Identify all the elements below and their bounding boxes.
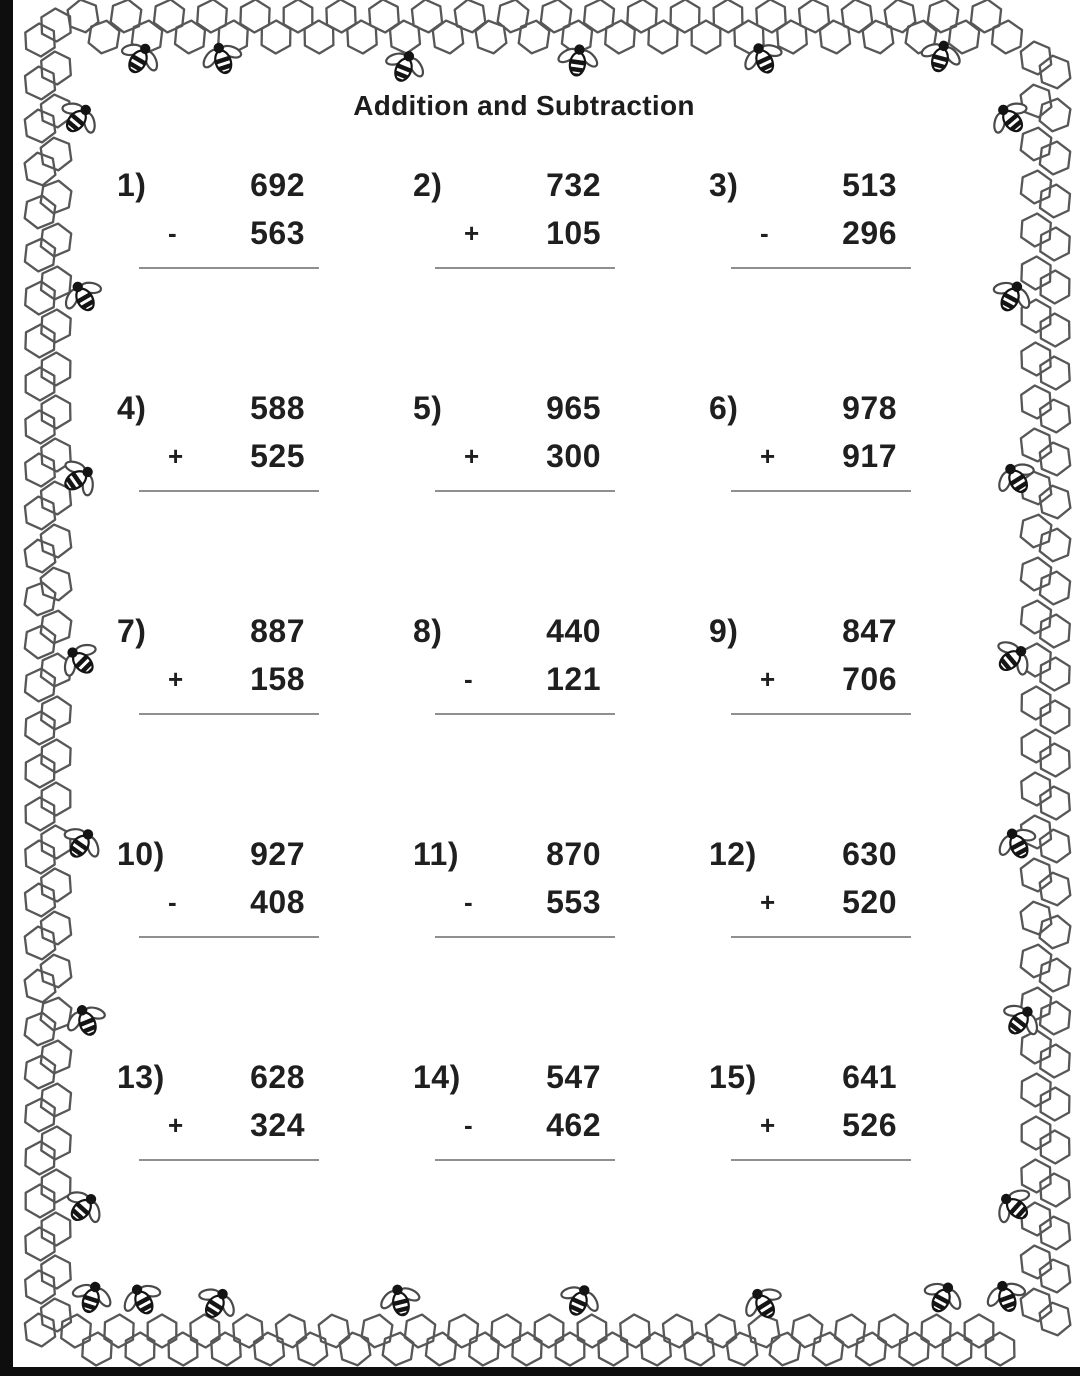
answer-line xyxy=(435,490,615,492)
bee-icon xyxy=(988,1179,1042,1234)
bottom-operand: 525 xyxy=(250,437,305,474)
top-operand-row xyxy=(117,1053,305,1101)
top-operand: 513 xyxy=(842,166,897,203)
top-operand: 630 xyxy=(842,835,897,872)
bee-icon xyxy=(56,1181,111,1235)
problem-14 xyxy=(413,1053,601,1161)
bottom-operand: 300 xyxy=(546,437,601,474)
problem-number: 5) xyxy=(413,389,443,426)
bottom-operand: 408 xyxy=(250,883,305,920)
bottom-operand: 296 xyxy=(842,214,897,251)
problem-number: 3) xyxy=(709,166,739,203)
bottom-operand-row xyxy=(117,1101,305,1149)
bee-icon xyxy=(985,631,1039,686)
bee-icon xyxy=(736,1278,791,1329)
bottom-operand-row xyxy=(413,432,601,480)
bee-icon xyxy=(53,633,108,688)
bottom-operand-row xyxy=(413,1101,601,1149)
top-operand-row xyxy=(709,384,897,432)
bottom-operand: 324 xyxy=(250,1106,305,1143)
top-operand: 887 xyxy=(250,612,305,649)
bee-icon xyxy=(915,1273,969,1323)
top-operand: 927 xyxy=(250,835,305,872)
bottom-operand-row xyxy=(709,209,897,257)
bottom-operand-row xyxy=(117,878,305,926)
top-operand-row xyxy=(413,161,601,209)
operator: - xyxy=(168,217,177,248)
answer-line xyxy=(731,1159,911,1161)
answer-line xyxy=(139,713,319,715)
bottom-operand: 917 xyxy=(842,437,897,474)
top-operand: 641 xyxy=(842,1058,897,1095)
problem-12 xyxy=(709,830,897,938)
problem-5 xyxy=(413,384,601,492)
bottom-operand-row xyxy=(117,432,305,480)
bee-icon xyxy=(112,33,167,84)
bottom-operand: 526 xyxy=(842,1106,897,1143)
operator: - xyxy=(464,663,473,694)
answer-line xyxy=(435,267,615,269)
top-operand: 978 xyxy=(842,389,897,426)
bottom-operand-row xyxy=(413,655,601,703)
operator: + xyxy=(168,440,184,471)
operator: - xyxy=(464,1109,473,1140)
problem-7 xyxy=(117,607,305,715)
problem-3 xyxy=(709,161,897,269)
top-operand-row xyxy=(709,1053,897,1101)
answer-line xyxy=(139,490,319,492)
problem-number: 15) xyxy=(709,1058,757,1095)
top-operand: 440 xyxy=(546,612,601,649)
answer-line xyxy=(435,936,615,938)
problem-9 xyxy=(709,607,897,715)
bee-icon xyxy=(378,43,431,90)
problem-number: 10) xyxy=(117,835,165,872)
answer-line xyxy=(731,713,911,715)
top-operand-row xyxy=(413,607,601,655)
operator: - xyxy=(168,886,177,917)
problem-number: 1) xyxy=(117,166,147,203)
operator: + xyxy=(168,663,184,694)
problem-number: 12) xyxy=(709,835,757,872)
top-operand: 692 xyxy=(250,166,305,203)
bottom-operand-row xyxy=(413,209,601,257)
operator: + xyxy=(760,886,776,917)
problem-4 xyxy=(117,384,305,492)
bottom-operand: 121 xyxy=(546,660,601,697)
left-edge-bar xyxy=(0,0,13,1376)
problem-15 xyxy=(709,1053,897,1161)
problems-grid xyxy=(117,161,898,1161)
bottom-operand: 105 xyxy=(546,214,601,251)
bottom-operand: 553 xyxy=(546,883,601,920)
problem-number: 7) xyxy=(117,612,147,649)
problem-10 xyxy=(117,830,305,938)
bottom-operand: 563 xyxy=(250,214,305,251)
bottom-operand: 462 xyxy=(546,1106,601,1143)
bee-icon xyxy=(915,35,966,78)
answer-line xyxy=(731,936,911,938)
problem-13 xyxy=(117,1053,305,1161)
top-operand-row xyxy=(709,161,897,209)
bee-icon xyxy=(984,272,1038,322)
top-operand: 965 xyxy=(546,389,601,426)
operator: - xyxy=(464,886,473,917)
top-operand: 732 xyxy=(546,166,601,203)
bottom-operand: 706 xyxy=(842,660,897,697)
bee-icon xyxy=(54,818,109,870)
bottom-edge-bar xyxy=(0,1367,1080,1376)
problem-2 xyxy=(413,161,601,269)
answer-line xyxy=(139,1159,319,1161)
operator: - xyxy=(760,217,769,248)
problem-number: 4) xyxy=(117,389,147,426)
bottom-operand-row xyxy=(117,655,305,703)
operator: + xyxy=(760,663,776,694)
top-operand-row xyxy=(117,384,305,432)
bottom-operand: 158 xyxy=(250,660,305,697)
bottom-operand-row xyxy=(117,209,305,257)
top-operand-row xyxy=(117,161,305,209)
problem-number: 13) xyxy=(117,1058,165,1095)
answer-line xyxy=(435,1159,615,1161)
top-operand-row xyxy=(709,607,897,655)
top-operand: 547 xyxy=(546,1058,601,1095)
bottom-operand-row xyxy=(709,655,897,703)
top-operand-row xyxy=(117,607,305,655)
top-operand-row xyxy=(413,1053,601,1101)
problem-number: 2) xyxy=(413,166,443,203)
bottom-operand-row xyxy=(413,878,601,926)
bottom-operand-row xyxy=(709,432,897,480)
bee-icon xyxy=(52,451,104,506)
top-operand-row xyxy=(413,830,601,878)
problem-6 xyxy=(709,384,897,492)
bottom-operand: 520 xyxy=(842,883,897,920)
problem-number: 8) xyxy=(413,612,443,649)
top-operand: 847 xyxy=(842,612,897,649)
problem-number: 6) xyxy=(709,389,739,426)
bottom-operand-row xyxy=(709,1101,897,1149)
bee-icon xyxy=(554,41,602,80)
top-operand-row xyxy=(709,830,897,878)
answer-line xyxy=(731,267,911,269)
operator: + xyxy=(760,1109,776,1140)
problem-11 xyxy=(413,830,601,938)
operator: + xyxy=(168,1109,184,1140)
operator: + xyxy=(464,440,480,471)
top-operand: 628 xyxy=(250,1058,305,1095)
problem-8 xyxy=(413,607,601,715)
answer-line xyxy=(139,267,319,269)
answer-line xyxy=(435,713,615,715)
top-operand-row xyxy=(413,384,601,432)
worksheet-title: Addition and Subtraction xyxy=(353,90,695,121)
bottom-operand-row xyxy=(709,878,897,926)
bee-icon xyxy=(66,1275,118,1320)
top-operand-row xyxy=(117,830,305,878)
answer-line xyxy=(139,936,319,938)
operator: + xyxy=(760,440,776,471)
answer-line xyxy=(731,490,911,492)
bee-icon xyxy=(990,819,1044,869)
operator: + xyxy=(464,217,480,248)
problem-number: 14) xyxy=(413,1058,461,1095)
problem-number: 11) xyxy=(413,835,459,872)
top-operand: 870 xyxy=(546,835,601,872)
top-operand: 588 xyxy=(250,389,305,426)
problem-number: 9) xyxy=(709,612,739,649)
problem-1 xyxy=(117,161,305,269)
